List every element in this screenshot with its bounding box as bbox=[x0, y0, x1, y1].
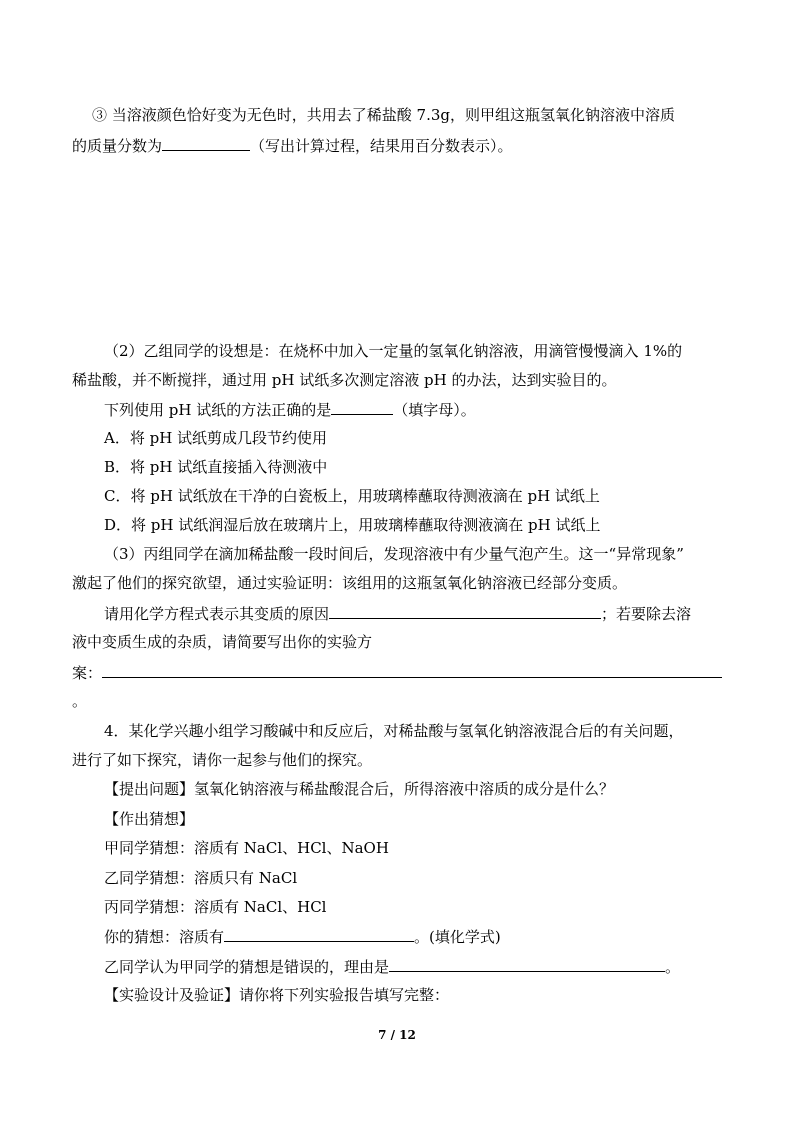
option-c: C．将 pH 试纸放在干净的白瓷板上，用玻璃棒蘸取待测液滴在 pH 试纸上 bbox=[104, 487, 600, 505]
your-guess bbox=[104, 926, 501, 947]
part2-question bbox=[104, 399, 476, 420]
answer-blank-reason[interactable] bbox=[389, 956, 665, 972]
part3-line4: 液中变质生成的杂质，请简要写出你的实验方 bbox=[72, 633, 373, 651]
q3-calc-line2-post: （写出计算过程，结果用百分数表示）。 bbox=[250, 137, 513, 155]
part3-line5-pre: 案： bbox=[72, 664, 103, 682]
guess-jia: 甲同学猜想：溶质有 NaCl、HCl、NaOH bbox=[104, 839, 389, 857]
q3-calc-line2 bbox=[72, 135, 513, 156]
guess-yi: 乙同学猜想：溶质只有 NaCl bbox=[104, 869, 298, 887]
q3-calc-line2-pre: 的质量分数为 bbox=[72, 137, 163, 155]
part3-line3-pre: 请用化学方程式表示其变质的原因 bbox=[104, 605, 330, 623]
part2-question-post: （填字母）。 bbox=[393, 401, 476, 419]
option-b: B．将 pH 试纸直接插入待测液中 bbox=[104, 458, 328, 476]
q4-design: 【实验设计及验证】请你将下列实验报告填写完整： bbox=[104, 986, 450, 1004]
q4-question: 【提出问题】氢氧化钠溶液与稀盐酸混合后，所得溶液中溶质的成分是什么？ bbox=[104, 780, 615, 798]
answer-blank-mass-fraction[interactable] bbox=[162, 135, 250, 151]
answer-blank-ph-method[interactable] bbox=[331, 399, 393, 415]
your-guess-pre: 你的猜想：溶质有 bbox=[104, 928, 225, 946]
part3-line3-post: ；若要除去溶 bbox=[601, 605, 692, 623]
option-a: A．将 pH 试纸剪成几段节约使用 bbox=[104, 429, 328, 447]
q4-guess-heading: 【作出猜想】 bbox=[104, 810, 195, 828]
reason bbox=[104, 956, 680, 977]
part2-line1: （2）乙组同学的设想是：在烧杯中加入一定量的氢氧化钠溶液，用滴管慢慢滴入 1%的 bbox=[104, 342, 683, 360]
q4-line2: 进行了如下探究，请你一起参与他们的探究。 bbox=[72, 751, 373, 769]
reason-pre: 乙同学认为甲同学的猜想是错误的，理由是 bbox=[104, 958, 390, 976]
q3-calc-line1: ③ 当溶液颜色恰好变为无色时，共用去了稀盐酸 7.3g，则甲组这瓶氢氧化钠溶液中溶质 bbox=[92, 106, 675, 124]
your-guess-post: 。(填化学式) bbox=[414, 928, 501, 946]
part2-line2: 稀盐酸，并不断搅拌，通过用 pH 试纸多次测定溶液 pH 的办法，达到实验目的。 bbox=[72, 371, 617, 389]
q4-line1: 4．某化学兴趣小组学习酸碱中和反应后，对稀盐酸与氢氧化钠溶液混合后的有关问题， bbox=[104, 722, 684, 740]
part3-line5 bbox=[72, 662, 722, 683]
guess-bing: 丙同学猜想：溶质有 NaCl、HCl bbox=[104, 898, 327, 916]
part3-line1: （3）丙组同学在滴加稀盐酸一段时间后，发现溶液中有少量气泡产生。这一“异常现象” bbox=[104, 545, 684, 563]
part3-line3 bbox=[104, 603, 691, 624]
answer-blank-your-guess[interactable] bbox=[224, 926, 414, 942]
part3-line2: 激起了他们的探究欲望，通过实验证明：该组用的这瓶氢氧化钠溶液已经部分变质。 bbox=[72, 574, 628, 592]
answer-blank-experiment-plan[interactable] bbox=[102, 662, 722, 678]
part2-question-pre: 下列使用 pH 试纸的方法正确的是 bbox=[104, 401, 332, 419]
reason-post: 。 bbox=[665, 958, 681, 976]
answer-blank-equation[interactable] bbox=[329, 603, 601, 619]
option-d: D．将 pH 试纸润湿后放在玻璃片上，用玻璃棒蘸取待测液滴在 pH 试纸上 bbox=[104, 516, 601, 534]
page-number: 7 / 12 bbox=[378, 1028, 416, 1042]
part3-line6: 。 bbox=[72, 692, 88, 710]
